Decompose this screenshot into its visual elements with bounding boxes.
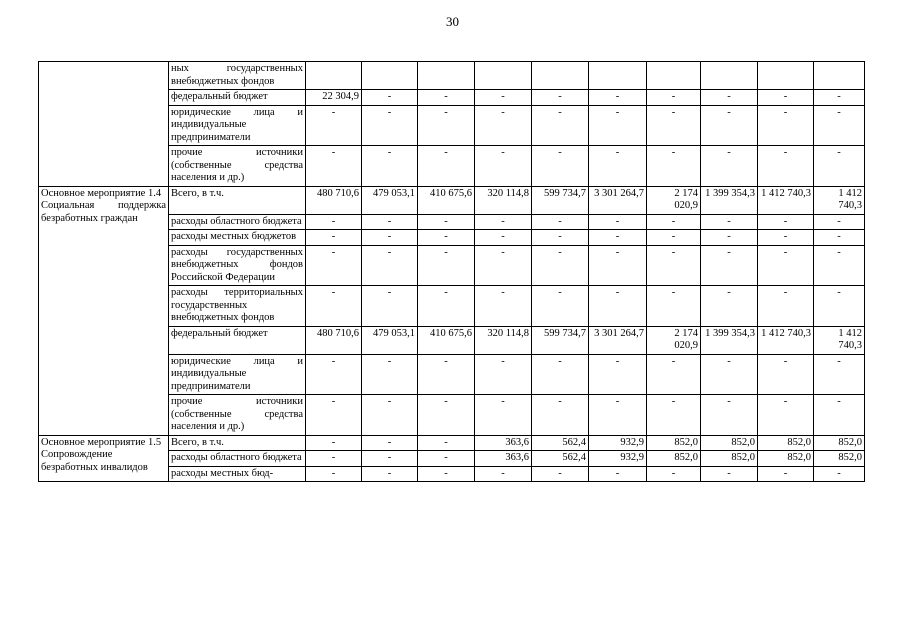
value-cell: 932,9 [589, 451, 647, 467]
value-cell: 852,0 [701, 435, 758, 451]
value-cell: - [418, 466, 475, 482]
value-cell: - [362, 395, 418, 436]
value-cell: 3 301 264,7 [589, 186, 647, 214]
value-cell: 599 734,7 [532, 186, 589, 214]
table-row [39, 62, 865, 90]
value-cell: - [589, 230, 647, 246]
funding-source-cell: юридические лица и индивидуальные предприниматели [169, 354, 306, 395]
value-cell: - [306, 286, 362, 327]
value-cell: 480 710,6 [306, 186, 362, 214]
value-cell: - [701, 146, 758, 187]
value-cell: 479 053,1 [362, 326, 418, 354]
value-cell: - [758, 395, 814, 436]
value-cell [306, 62, 362, 90]
value-cell: - [758, 354, 814, 395]
value-cell: - [814, 105, 865, 146]
value-cell: - [647, 245, 701, 286]
funding-source-cell: расходы территориальных государственных внебюджетных фондов [169, 286, 306, 327]
value-cell: - [647, 354, 701, 395]
value-cell: - [532, 354, 589, 395]
value-cell: - [475, 466, 532, 482]
value-cell: - [814, 466, 865, 482]
value-cell: 2 174 020,9 [647, 186, 701, 214]
value-cell: - [532, 466, 589, 482]
value-cell: - [532, 214, 589, 230]
value-cell: 852,0 [814, 435, 865, 451]
value-cell: - [814, 354, 865, 395]
value-cell: - [589, 286, 647, 327]
value-cell: - [647, 105, 701, 146]
funding-source-cell: расходы местных бюд- [169, 466, 306, 482]
value-cell: - [814, 146, 865, 187]
value-cell: 479 053,1 [362, 186, 418, 214]
value-cell: - [475, 286, 532, 327]
value-cell: - [362, 146, 418, 187]
value-cell: - [418, 286, 475, 327]
value-cell: - [306, 146, 362, 187]
value-cell: 1 412 740,3 [758, 186, 814, 214]
value-cell: - [362, 214, 418, 230]
value-cell: 932,9 [589, 435, 647, 451]
value-cell: - [418, 90, 475, 106]
value-cell: - [589, 90, 647, 106]
value-cell: - [362, 435, 418, 451]
value-cell: - [701, 230, 758, 246]
value-cell: - [532, 245, 589, 286]
value-cell: - [475, 105, 532, 146]
value-cell: - [475, 146, 532, 187]
value-cell: - [475, 90, 532, 106]
value-cell: - [758, 286, 814, 327]
value-cell: - [814, 90, 865, 106]
value-cell: - [701, 214, 758, 230]
value-cell: - [362, 286, 418, 327]
value-cell: - [647, 466, 701, 482]
measure-title: Основное мероприятие 1.5 [41, 436, 162, 448]
value-cell: - [418, 214, 475, 230]
value-cell: - [647, 395, 701, 436]
value-cell: - [475, 214, 532, 230]
value-cell: - [647, 286, 701, 327]
value-cell: 852,0 [758, 435, 814, 451]
funding-source-cell: расходы местных бюджетов [169, 230, 306, 246]
value-cell: - [758, 214, 814, 230]
value-cell: - [647, 214, 701, 230]
value-cell: 363,6 [475, 451, 532, 467]
funding-source-cell: федеральный бюджет [169, 326, 306, 354]
value-cell [814, 62, 865, 90]
funding-source-cell: Всего, в т.ч. [169, 435, 306, 451]
value-cell [758, 62, 814, 90]
value-cell: - [589, 354, 647, 395]
value-cell: - [362, 354, 418, 395]
value-cell [418, 62, 475, 90]
value-cell: - [701, 245, 758, 286]
value-cell: - [589, 105, 647, 146]
value-cell: 1 399 354,3 [701, 186, 758, 214]
value-cell: - [589, 245, 647, 286]
value-cell [532, 62, 589, 90]
value-cell: - [306, 451, 362, 467]
value-cell: 852,0 [814, 451, 865, 467]
funding-source-cell: федеральный бюджет [169, 90, 306, 106]
value-cell: - [306, 354, 362, 395]
value-cell: - [532, 90, 589, 106]
value-cell: - [418, 245, 475, 286]
value-cell: - [532, 395, 589, 436]
value-cell: - [306, 395, 362, 436]
funding-source-cell: расходы областного бюджета [169, 451, 306, 467]
value-cell: - [362, 105, 418, 146]
measure-cell [39, 62, 169, 187]
budget-table [38, 61, 865, 482]
value-cell: 1 412 740,3 [814, 326, 865, 354]
value-cell: - [418, 451, 475, 467]
value-cell: - [306, 105, 362, 146]
value-cell: 852,0 [647, 451, 701, 467]
value-cell: - [647, 90, 701, 106]
value-cell: - [362, 90, 418, 106]
value-cell: 3 301 264,7 [589, 326, 647, 354]
value-cell: - [306, 245, 362, 286]
value-cell: - [306, 466, 362, 482]
value-cell: - [589, 466, 647, 482]
value-cell: 1 412 740,3 [758, 326, 814, 354]
value-cell: 410 675,6 [418, 186, 475, 214]
value-cell: - [814, 245, 865, 286]
value-cell: - [589, 146, 647, 187]
value-cell: 410 675,6 [418, 326, 475, 354]
funding-source-cell: прочие источники (собственные средства населения и др.) [169, 395, 306, 436]
value-cell: - [701, 354, 758, 395]
value-cell [701, 62, 758, 90]
funding-source-cell: прочие источники (собственные средства населения и др.) [169, 146, 306, 187]
value-cell: - [418, 230, 475, 246]
value-cell: - [418, 354, 475, 395]
value-cell: - [362, 466, 418, 482]
value-cell: - [418, 105, 475, 146]
measure-title: Основное мероприятие 1.4 [41, 187, 162, 199]
value-cell: - [589, 395, 647, 436]
value-cell [589, 62, 647, 90]
value-cell: - [814, 230, 865, 246]
value-cell: - [758, 245, 814, 286]
value-cell: 1 412 740,3 [814, 186, 865, 214]
measure-description: Сопровождение безработных инвалидов [41, 449, 148, 473]
value-cell: - [814, 395, 865, 436]
value-cell: 562,4 [532, 435, 589, 451]
value-cell: - [758, 466, 814, 482]
value-cell: - [306, 214, 362, 230]
value-cell: - [418, 146, 475, 187]
measure-description: Социальная поддержка безработных граждан [41, 200, 166, 224]
value-cell [475, 62, 532, 90]
value-cell: - [647, 230, 701, 246]
value-cell: 2 174 020,9 [647, 326, 701, 354]
value-cell: - [758, 90, 814, 106]
value-cell: - [362, 230, 418, 246]
value-cell: - [475, 230, 532, 246]
measure-cell [39, 435, 169, 482]
value-cell: - [306, 435, 362, 451]
value-cell: - [758, 105, 814, 146]
value-cell: 22 304,9 [306, 90, 362, 106]
value-cell: - [532, 105, 589, 146]
value-cell: - [532, 230, 589, 246]
value-cell: - [418, 395, 475, 436]
value-cell: - [475, 354, 532, 395]
value-cell: 1 399 354,3 [701, 326, 758, 354]
funding-source-cell: ных государственных внебюджетных фондов [169, 62, 306, 90]
table-row [39, 186, 865, 214]
value-cell: - [814, 214, 865, 230]
value-cell [362, 62, 418, 90]
value-cell: - [418, 435, 475, 451]
funding-source-cell: Всего, в т.ч. [169, 186, 306, 214]
value-cell: 480 710,6 [306, 326, 362, 354]
value-cell: 320 114,8 [475, 186, 532, 214]
value-cell: - [362, 245, 418, 286]
value-cell: - [701, 395, 758, 436]
value-cell: - [701, 105, 758, 146]
value-cell: - [701, 466, 758, 482]
value-cell: - [814, 286, 865, 327]
value-cell: - [306, 230, 362, 246]
value-cell: 599 734,7 [532, 326, 589, 354]
funding-source-cell: юридические лица и индивидуальные предприниматели [169, 105, 306, 146]
value-cell: - [475, 245, 532, 286]
value-cell: - [589, 214, 647, 230]
value-cell: 852,0 [758, 451, 814, 467]
value-cell: - [758, 230, 814, 246]
measure-cell [39, 186, 169, 435]
value-cell: - [532, 146, 589, 187]
value-cell: 320 114,8 [475, 326, 532, 354]
value-cell [647, 62, 701, 90]
table-row [39, 435, 865, 451]
funding-source-cell: расходы государственных внебюджетных фондов Российской Федерации [169, 245, 306, 286]
page-number: 30 [446, 14, 459, 29]
value-cell: 363,6 [475, 435, 532, 451]
value-cell: 562,4 [532, 451, 589, 467]
value-cell: 852,0 [647, 435, 701, 451]
value-cell: - [475, 395, 532, 436]
funding-source-cell: расходы областного бюджета [169, 214, 306, 230]
value-cell: - [532, 286, 589, 327]
value-cell: - [647, 146, 701, 187]
value-cell: - [758, 146, 814, 187]
value-cell: - [701, 90, 758, 106]
value-cell: - [362, 451, 418, 467]
value-cell: - [701, 286, 758, 327]
value-cell: 852,0 [701, 451, 758, 467]
